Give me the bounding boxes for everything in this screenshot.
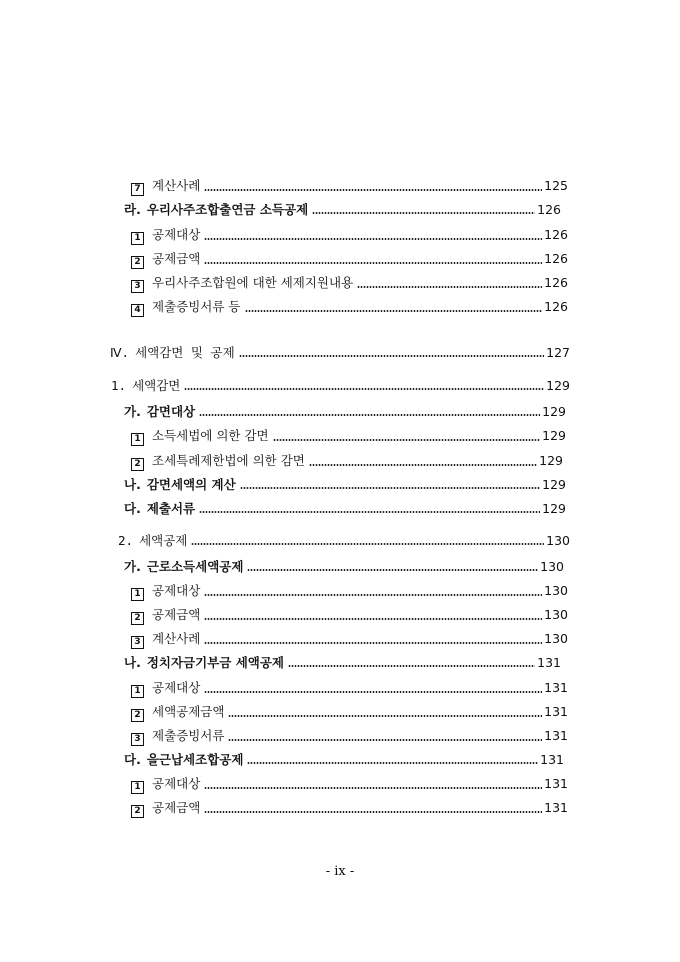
toc-entry-page: 130: [544, 607, 568, 622]
number-box-icon: 1: [131, 588, 144, 601]
toc-entry-page: 130: [546, 533, 570, 548]
page-number-footer: - ix -: [325, 864, 355, 879]
toc-entry-prefix: 다.: [124, 501, 141, 516]
number-box-icon: 2: [131, 612, 144, 625]
number-box-icon: 3: [131, 280, 144, 293]
leader-dots: [273, 439, 541, 441]
leader-dots: [240, 487, 540, 489]
toc-entry-page: 129: [542, 477, 566, 492]
toc-entry[interactable]: [124, 559, 564, 575]
leader-dots: [191, 543, 544, 545]
toc-entry-title: 공제대상: [152, 680, 201, 695]
toc-entry-title: 공제대상: [152, 583, 201, 598]
toc-entry[interactable]: [131, 275, 568, 292]
number-box-icon: 3: [131, 636, 144, 649]
toc-entry[interactable]: [131, 178, 568, 195]
toc-entry-title: 근로소득세액공제: [146, 559, 244, 574]
toc-entry[interactable]: [131, 453, 563, 470]
toc-entry-title: 감면세액의 계산: [146, 477, 236, 492]
toc-entry-page: 131: [544, 776, 568, 791]
toc-entry[interactable]: [124, 404, 566, 420]
toc-entry-title: 공제대상: [152, 227, 201, 242]
leader-dots: [204, 189, 542, 191]
leader-dots: [245, 310, 543, 312]
toc-entry[interactable]: [131, 680, 568, 697]
leader-dots: [204, 238, 542, 240]
toc-entry-title: 제출증빙서류: [152, 728, 225, 743]
toc-entry[interactable]: [131, 728, 568, 745]
toc-entry[interactable]: [131, 227, 568, 244]
toc-entry-page: 130: [544, 583, 568, 598]
toc-entry-page: 130: [540, 559, 564, 574]
leader-dots: [247, 762, 538, 764]
leader-dots: [204, 811, 542, 813]
number-box-icon: 7: [131, 183, 144, 196]
toc-entry[interactable]: [124, 752, 564, 768]
leader-dots: [247, 569, 538, 571]
toc-entry[interactable]: [131, 776, 568, 793]
toc-entry-page: 131: [544, 704, 568, 719]
toc-entry[interactable]: [124, 477, 566, 493]
leader-dots: [204, 618, 542, 620]
toc-entry[interactable]: [131, 583, 568, 600]
toc-entry-title: 계산사례: [152, 178, 201, 193]
toc-entry-page: 125: [544, 178, 568, 193]
toc-entry-title: 공제금액: [152, 607, 201, 622]
toc-entry-title: 세액감면: [132, 378, 181, 393]
toc-entry-page: 129: [546, 378, 570, 393]
toc-entry-title: 공제금액: [152, 251, 201, 266]
toc-entry-title: 소득세법에 의한 감면: [152, 428, 269, 443]
leader-dots: [204, 787, 542, 789]
toc-entry-prefix: 라.: [124, 202, 141, 217]
toc-entry[interactable]: [124, 655, 561, 671]
toc-entry[interactable]: [131, 631, 568, 648]
toc-entry-page: 131: [544, 800, 568, 815]
leader-dots: [309, 464, 537, 466]
leader-dots: [228, 715, 542, 717]
toc-entry-prefix: 나.: [124, 655, 141, 670]
toc-entry-prefix: Ⅳ.: [110, 345, 130, 360]
toc-entry-title: 정치자금기부금 세액공제: [146, 655, 285, 670]
number-box-icon: 4: [131, 304, 144, 317]
number-box-icon: 1: [131, 433, 144, 446]
toc-entry-prefix: 1.: [111, 378, 127, 393]
toc-entry-page: 127: [546, 345, 570, 360]
toc-entry[interactable]: [111, 378, 570, 394]
toc-entry-prefix: 가.: [124, 559, 141, 574]
toc-entry-page: 126: [544, 251, 568, 266]
toc-entry-page: 126: [544, 227, 568, 242]
toc-entry-prefix: 다.: [124, 752, 141, 767]
toc-entry-title: 제출증빙서류 등: [152, 299, 241, 314]
toc-entry-title: 우리사주조합출연금 소득공제: [146, 202, 309, 217]
toc-entry-title: 공제금액: [152, 800, 201, 815]
toc-entry-page: 129: [542, 428, 566, 443]
toc-entry[interactable]: [124, 501, 566, 517]
toc-entry-page: 129: [542, 501, 566, 516]
toc-entry[interactable]: [131, 800, 568, 817]
leader-dots: [288, 665, 535, 667]
number-box-icon: 2: [131, 256, 144, 269]
toc-entry-title: 세액공제: [139, 533, 188, 548]
toc-entry[interactable]: [131, 299, 568, 316]
leader-dots: [357, 286, 542, 288]
toc-entry-title: 감면대상: [146, 404, 196, 419]
number-box-icon: 2: [131, 709, 144, 722]
toc-entry-page: 126: [544, 275, 568, 290]
toc-entry-page: 129: [539, 453, 563, 468]
toc-entry-page: 131: [544, 680, 568, 695]
toc-entry[interactable]: [131, 251, 568, 268]
toc-entry-prefix: 2.: [118, 533, 134, 548]
toc-entry-page: 130: [544, 631, 568, 646]
toc-entry-title: 세액공제금액: [152, 704, 225, 719]
toc-entry-title: 을근납세조합공제: [146, 752, 244, 767]
toc-entry-page: 129: [542, 404, 566, 419]
toc-entry-page: 126: [544, 299, 568, 314]
number-box-icon: 2: [131, 805, 144, 818]
toc-entry-page: 131: [544, 728, 568, 743]
leader-dots: [199, 414, 540, 416]
toc-entry-page: 131: [537, 655, 561, 670]
toc-entry-title: 조세특례제한법에 의한 감면: [152, 453, 305, 468]
leader-dots: [312, 212, 535, 214]
leader-dots: [204, 262, 542, 264]
toc-entry[interactable]: [118, 533, 570, 549]
toc-entry[interactable]: [110, 345, 570, 361]
leader-dots: [204, 691, 542, 693]
leader-dots: [199, 511, 540, 513]
toc-entry-title: 우리사주조합원에 대한 세제지원내용: [152, 275, 354, 290]
toc-entry-prefix: 나.: [124, 477, 141, 492]
number-box-icon: 1: [131, 781, 144, 794]
toc-entry[interactable]: [131, 428, 566, 445]
toc-entry-page: 131: [540, 752, 564, 767]
number-box-icon: 2: [131, 458, 144, 471]
leader-dots: [239, 355, 545, 357]
toc-entry-title: 공제대상: [152, 776, 201, 791]
number-box-icon: 1: [131, 685, 144, 698]
toc-entry[interactable]: [131, 607, 568, 624]
toc-entry-title: 제출서류: [146, 501, 196, 516]
leader-dots: [204, 594, 542, 596]
toc-entry-prefix: 가.: [124, 404, 141, 419]
number-box-icon: 3: [131, 733, 144, 746]
number-box-icon: 1: [131, 232, 144, 245]
toc-entry[interactable]: [131, 704, 568, 721]
toc-entry-title: 세액감면 및 공제: [135, 345, 235, 360]
toc-entry-page: 126: [537, 202, 561, 217]
toc-entry[interactable]: [124, 202, 561, 218]
leader-dots: [228, 739, 542, 741]
leader-dots: [184, 388, 544, 390]
leader-dots: [204, 642, 542, 644]
toc-entry-title: 계산사례: [152, 631, 201, 646]
